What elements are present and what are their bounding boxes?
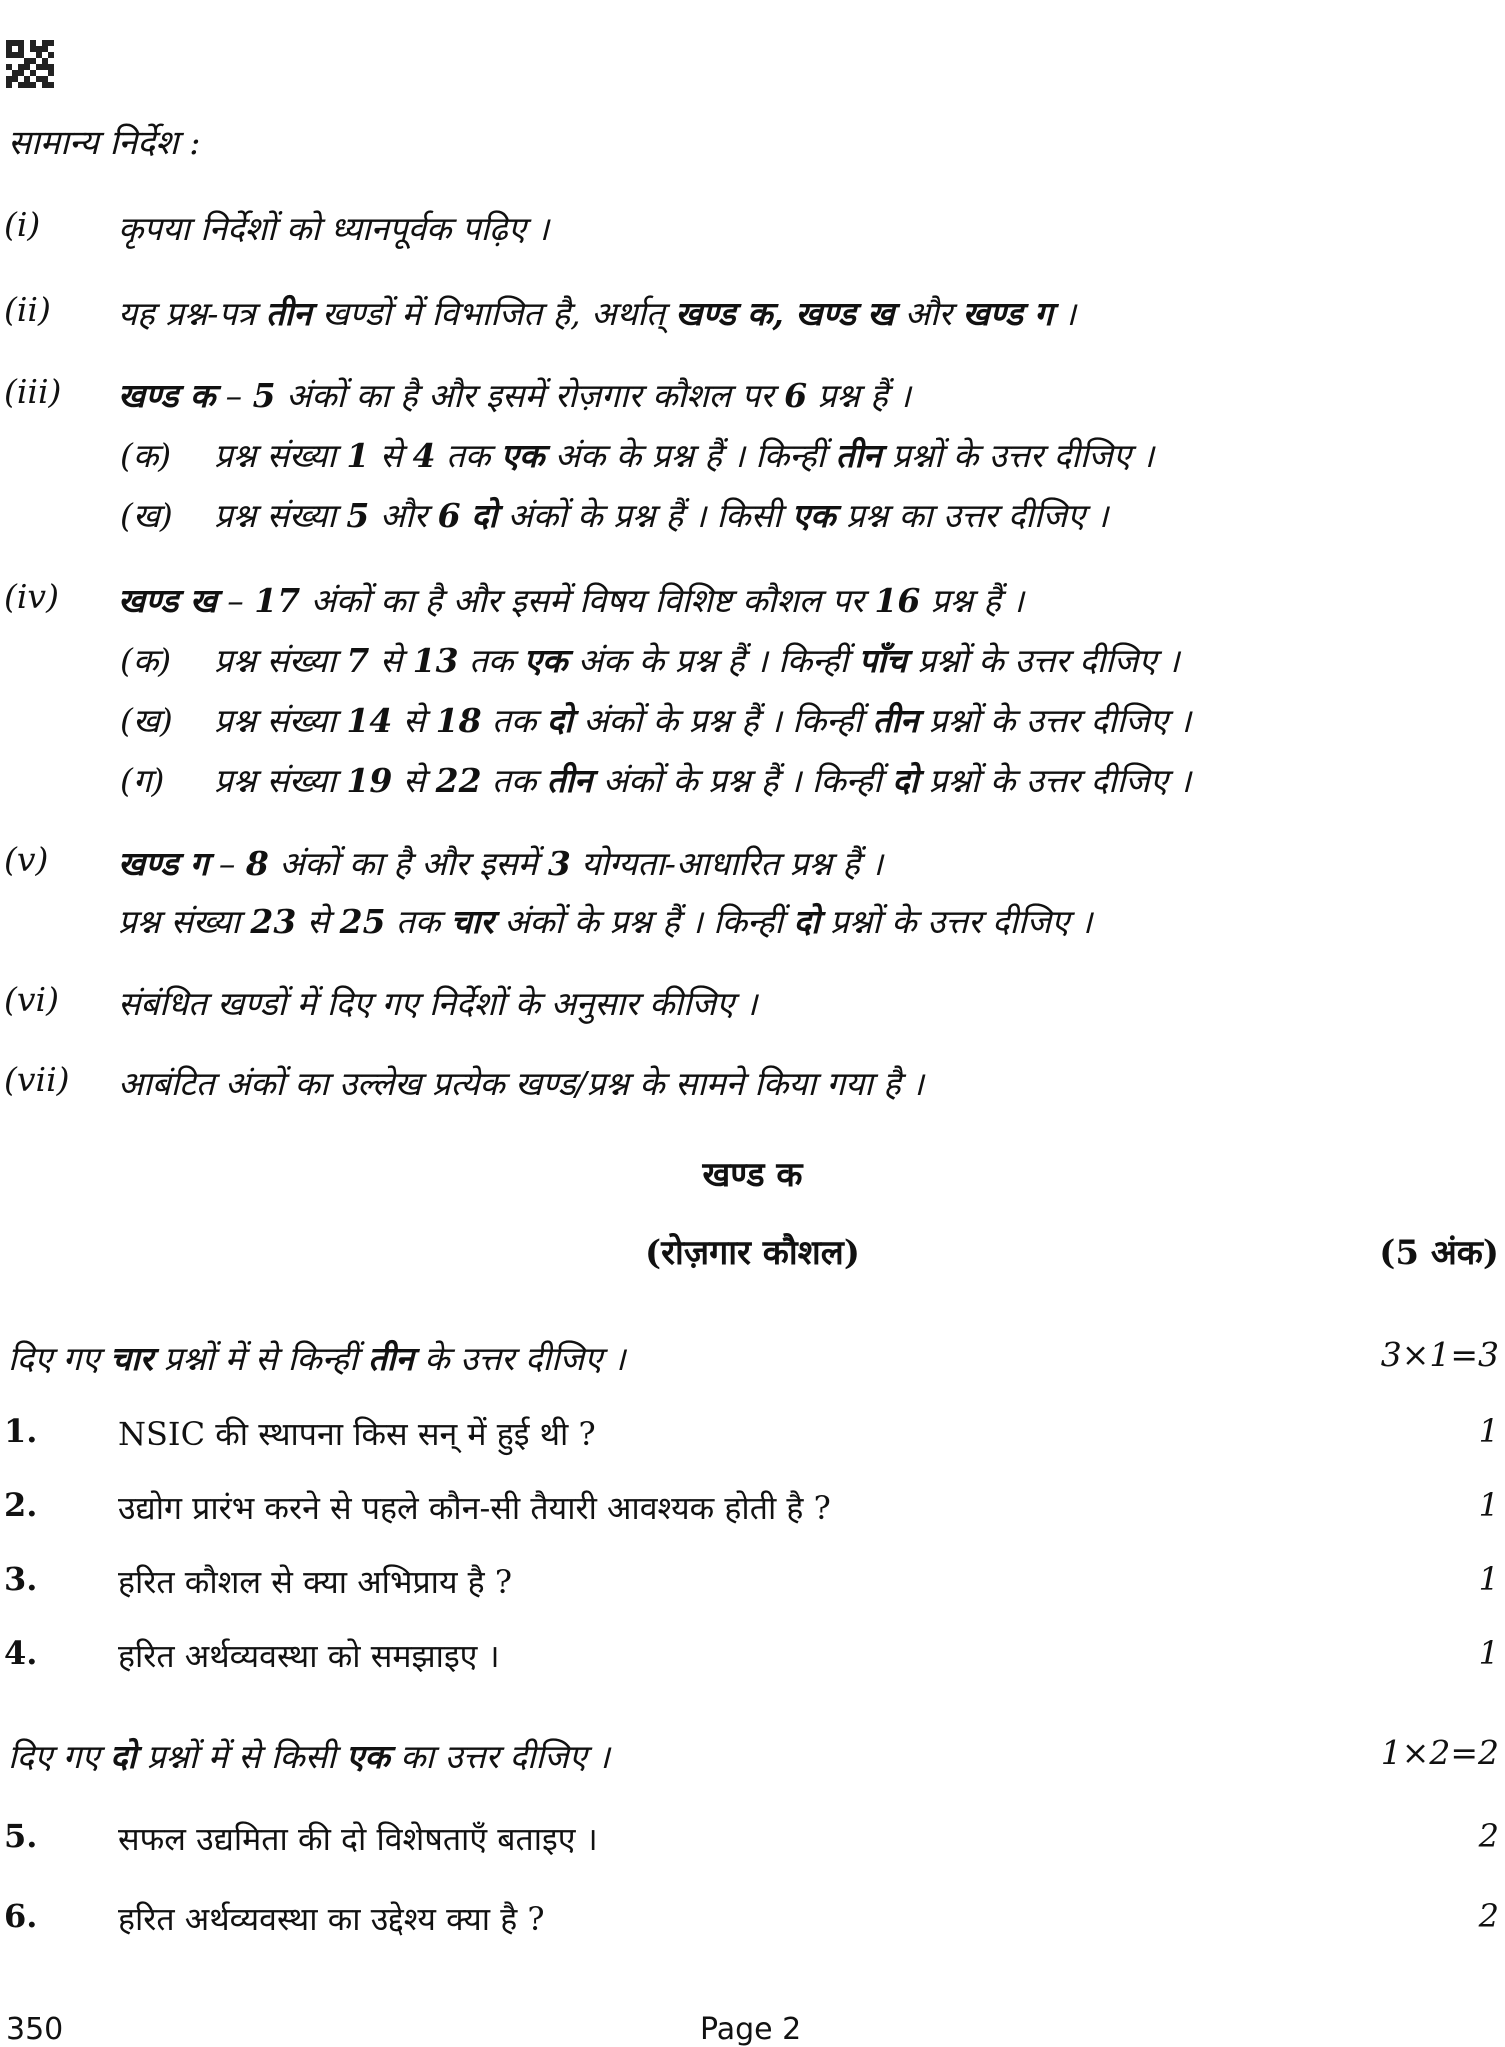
instruction-text: खण्ड ग – 8 अंकों का है और इसमें 3 योग्यता-आधारित प्रश्न हैं । (118, 844, 883, 883)
section-title: खण्ड क (702, 1155, 803, 1195)
instruction-text: कृपया निर्देशों को ध्यानपूर्वक पढ़िए । (118, 209, 549, 248)
instruction-number: (ii) (4, 290, 51, 329)
instruction-text: यह प्रश्न-पत्र तीन खण्डों में विभाजित है, अर्थात् खण्ड क, खण्ड ख और खण्ड ग । (118, 294, 1076, 333)
instruction-text: आबंटित अंकों का उल्लेख प्रत्येक खण्ड/प्रश्न के सामने किया गया है । (118, 1064, 924, 1103)
instruction-number: (vii) (4, 1060, 70, 1099)
instruction-text: संबंधित खण्डों में दिए गए निर्देशों के अनुसार कीजिए । (118, 984, 758, 1023)
section-marks: (5 अंक) (1379, 1233, 1499, 1273)
qr-code-icon (6, 40, 54, 88)
instruction-number: (iii) (4, 372, 62, 411)
instruction-number: (vi) (4, 980, 59, 1019)
instruction-number: (i) (4, 205, 41, 244)
instruction-text: खण्ड क – 5 अंकों का है और इसमें रोज़गार कौशल पर 6 प्रश्न हैं । (118, 376, 911, 415)
instruction-number: (v) (4, 840, 49, 879)
paper-code: 350 (6, 2012, 64, 2047)
group-marks: 3×1=3 (1380, 1335, 1499, 1374)
general-instructions-heading: सामान्य निर्देश : (8, 123, 201, 163)
section-subtitle: (रोज़गार कौशल) (645, 1233, 860, 1273)
page-number: Page 2 (700, 2012, 802, 2047)
instruction-number: (iv) (4, 577, 59, 616)
group-marks: 1×2=2 (1380, 1733, 1499, 1772)
instruction-text: खण्ड ख – 17 अंकों का है और इसमें विषय विशिष्ट कौशल पर 16 प्रश्न हैं । (118, 581, 1024, 620)
